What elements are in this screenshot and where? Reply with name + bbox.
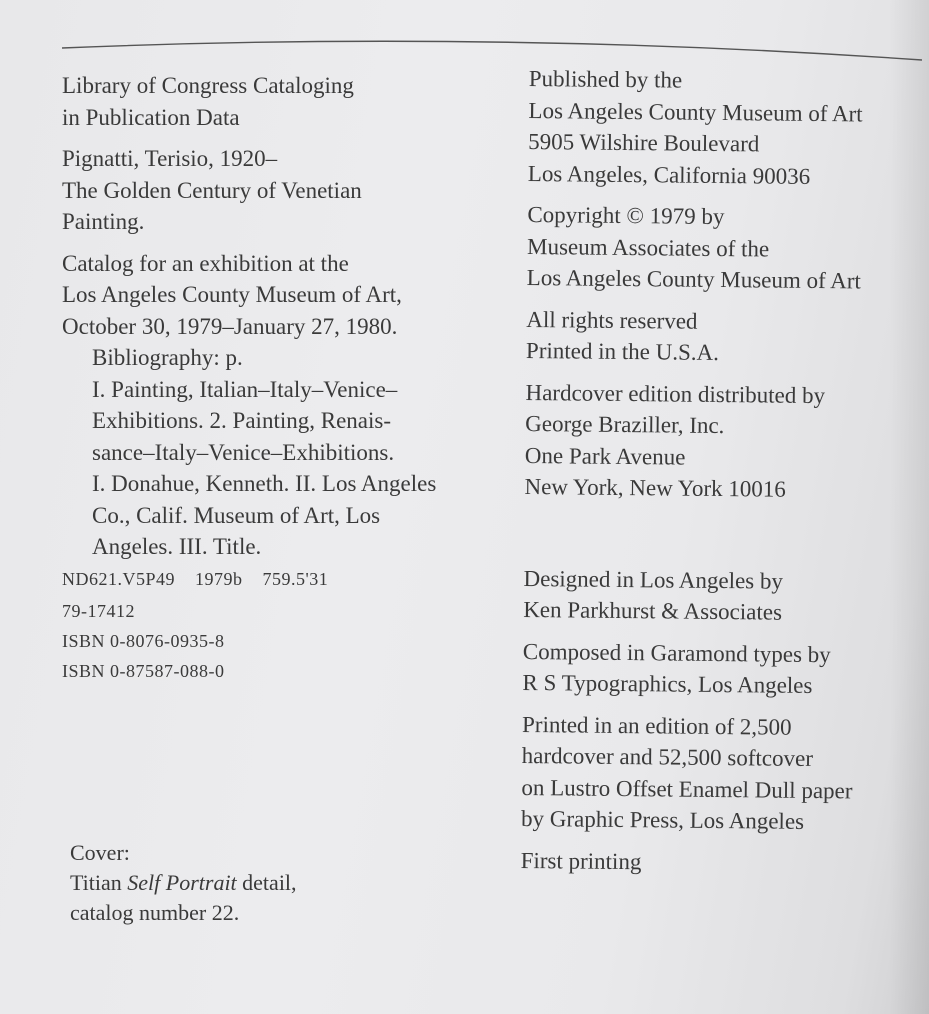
cover-credit — [70, 838, 297, 928]
cover-description: Titian Self Portrait detail, — [70, 870, 297, 895]
title-entry: The Golden Century of Venetian Painting. — [62, 177, 362, 234]
lccn: 79-17412 — [62, 600, 135, 621]
cataloging-column — [62, 70, 502, 686]
distribution-block: Hardcover edition distributed by George Braziller, Inc. One Park Avenue New York, New York 10016 — [524, 379, 826, 502]
top-rule — [62, 30, 922, 70]
copyright-block: Copyright © 1979 by Museum Associates of the Los Angeles County Museum of Art — [526, 201, 862, 294]
isbn-1: ISBN 0-8076-0935-8 — [62, 630, 225, 651]
design-credit: Designed in Los Angeles by Ken Parkhurst & Associates — [523, 565, 784, 625]
cover-catalog-number: catalog number 22. — [70, 900, 240, 925]
classification-number: ND621.V5P49 1979b 759.5'31 — [62, 568, 329, 589]
cip-heading: Library of Congress Cataloging in Publication Data — [62, 73, 354, 130]
rights-block: All rights reserved Printed in the U.S.A. — [525, 306, 720, 366]
composition-credit: Composed in Garamond types by R S Typographics, Los Angeles — [522, 638, 831, 699]
publication-column — [520, 63, 918, 880]
publisher-block: Published by the Los Angeles County Museum of Art 5905 Wilshire Boulevard Los Angeles, California 90036 — [527, 65, 863, 189]
cover-label: Cover: — [70, 840, 130, 865]
catalog-note: Catalog for an exhibition at the Los Angeles County Museum of Art, October 30, 1979–January 27, 1980. — [62, 250, 402, 339]
isbn-2: ISBN 0-87587-088-0 — [62, 660, 225, 681]
edition-note: Printed in an edition of 2,500 hardcover and 52,500 softcover on Lustro Offset Enamel Dull paper by Graphic Press, Los Angeles — [520, 711, 853, 834]
subject-headings: Bibliography: p. I. Painting, Italian–Italy–Venice– Exhibitions. 2. Painting, Renais- sance–Italy–Venice–Exhibitions. I. Donahue, Kenneth. II. Los Angeles Co., Calif. Museum of Art, Los Angeles. III. Title. — [92, 345, 437, 559]
author-entry: Pignatti, Terisio, 1920– — [62, 146, 278, 171]
printing-note: First printing — [520, 847, 642, 874]
